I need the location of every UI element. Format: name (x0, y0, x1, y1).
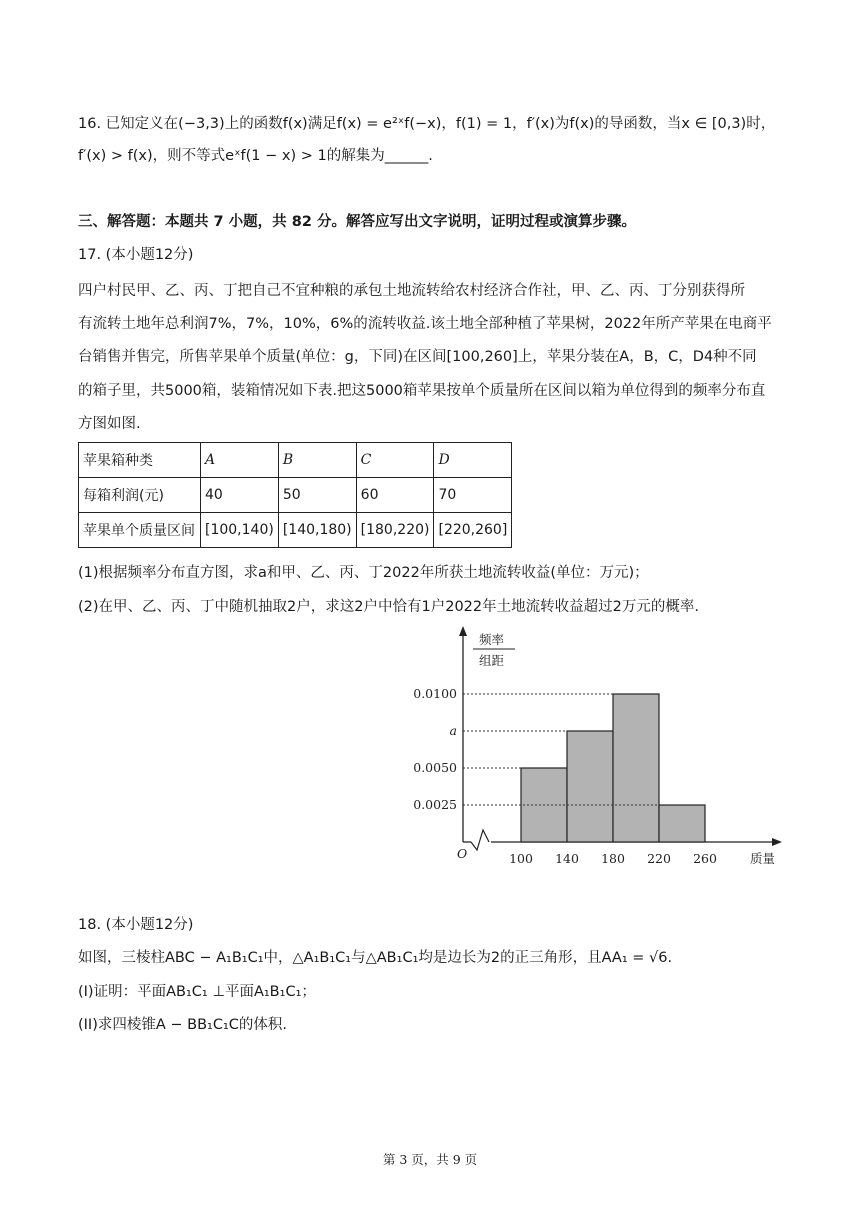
y-tick-label: 0.0025 (413, 797, 457, 812)
table-row (79, 443, 512, 478)
histogram-bars (521, 694, 705, 842)
origin-label: O (457, 846, 468, 861)
section-heading: 三、解答题：本题共 7 小题，共 82 分。解答应写出文字说明，证明过程或演算步骤。 (78, 214, 636, 230)
table-cell: 苹果箱种类 (79, 443, 201, 478)
page-footer: 第 3 页，共 9 页 (382, 1152, 478, 1167)
x-tick-labels (509, 851, 717, 866)
y-axis-arrow-icon (459, 626, 467, 636)
x-axis-label: 质量 (750, 851, 776, 866)
table-cell: [100,140) (201, 513, 279, 548)
x-tick-label: 140 (555, 851, 579, 866)
q16-line1: 16. 已知定义在(−3,3)上的函数f(x)满足f(x) = e²ˣf(−x)，f(1) = 1，f′(x)为f(x)的导函数，当x ∈ [0,3)时， (78, 116, 776, 132)
x-tick-label: 180 (601, 851, 625, 866)
table-cell: [220,260] (434, 513, 512, 548)
q17-title: 17. (本小题12分) (78, 247, 194, 263)
q17-para-line: 的箱子里，共5000箱，装箱情况如下表.把这5000箱苹果按单个质量所在区间以箱为单位得到的频率分布直 (78, 383, 766, 399)
y-label-bottom: 组距 (479, 653, 505, 668)
table-cell: 70 (434, 478, 512, 513)
y-tick-label: 0.0050 (413, 760, 457, 775)
y-tick-label: 0.0100 (413, 686, 457, 701)
table-cell: [180,220) (356, 513, 434, 548)
table-cell: 每箱利润(元) (79, 478, 201, 513)
q18-title: 18. (本小题12分) (78, 917, 194, 933)
q17-para-line: 有流转土地年总利润7%，7%，10%，6%的流转收益.该土地全部种植了苹果树，2022年所产苹果在电商平 (78, 316, 772, 332)
y-tick-labels (413, 686, 457, 812)
table-cell: 60 (356, 478, 434, 513)
table-cell: 50 (278, 478, 356, 513)
q18-line1: 如图，三棱柱ABC − A₁B₁C₁中，△A₁B₁C₁与△AB₁C₁均是边长为2的正三角形，且AA₁ = √6. (78, 950, 673, 966)
apple-box-table (78, 442, 512, 548)
x-tick-label: 100 (509, 851, 533, 866)
q17-part1: (1)根据频率分布直方图，求a和甲、乙、丙、丁2022年所获土地流转收益(单位：万元)； (78, 565, 649, 581)
q17-part2: (2)在甲、乙、丙、丁中随机抽取2户，求这2户中恰有1户2022年土地流转收益超过2万元的概率. (78, 599, 699, 615)
table-cell: 40 (201, 478, 279, 513)
q16-line2: f′(x) > f(x)，则不等式eˣf(1 − x) > 1的解集为______. (78, 148, 433, 164)
histogram-bar (567, 731, 613, 842)
frequency-histogram (405, 622, 795, 872)
x-tick-label: 260 (693, 851, 717, 866)
x-axis-arrow-icon (772, 838, 782, 846)
table-cell: D (434, 443, 512, 478)
q18-part1: (I)证明：平面AB₁C₁ ⊥平面A₁B₁C₁； (78, 984, 316, 1000)
x-tick-label: 220 (647, 851, 671, 866)
table-cell: [140,180) (278, 513, 356, 548)
table-cell: A (201, 443, 279, 478)
q17-para-line: 方图如图. (78, 416, 141, 432)
table-cell: 苹果单个质量区间 (79, 513, 201, 548)
axis-break-icon (471, 830, 489, 850)
q18-part2: (II)求四棱锥A − BB₁C₁C的体积. (78, 1017, 288, 1033)
y-label-top: 频率 (479, 632, 505, 647)
q17-para-line: 台销售并售完，所售苹果单个质量(单位：g，下同)在区间[100,260]上，苹果分装在A，B，C，D4种不同 (78, 349, 757, 365)
histogram-bar (613, 694, 659, 842)
y-tick-label: a (449, 723, 457, 738)
table-cell: B (278, 443, 356, 478)
table-row (79, 478, 512, 513)
q17-para-line: 四户村民甲、乙、丙、丁把自己不宜种粮的承包土地流转给农村经济合作社，甲、乙、丙、丁分别获得所 (78, 283, 745, 299)
table-row (79, 513, 512, 548)
histogram-bar (659, 805, 705, 842)
table-cell: C (356, 443, 434, 478)
